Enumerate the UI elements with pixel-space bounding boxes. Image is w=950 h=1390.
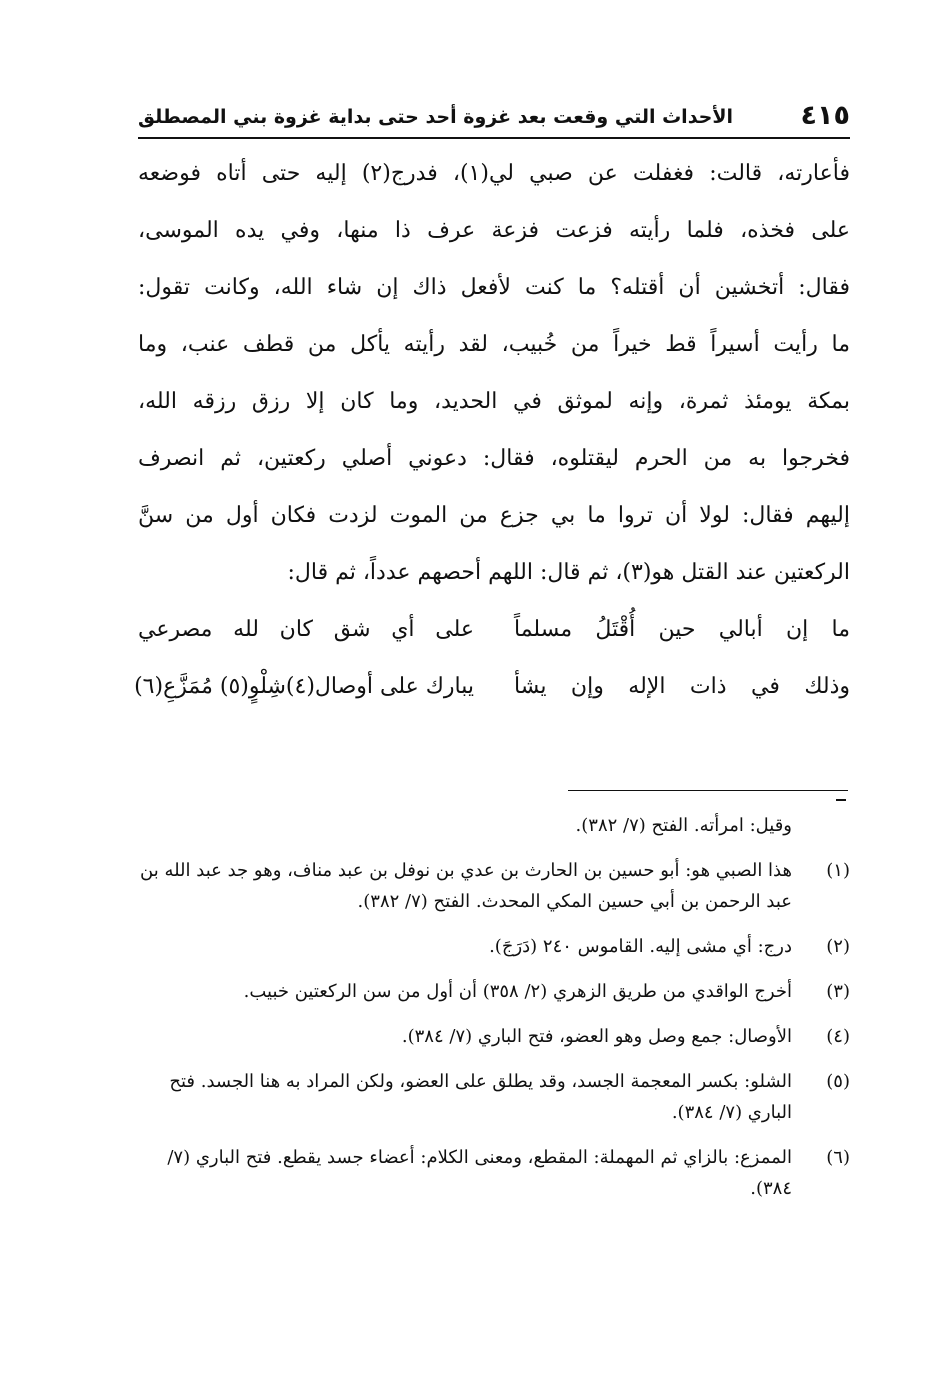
running-header xyxy=(138,100,850,134)
verse-first-hemistich: وذلك في ذات الإله وإن يشأ xyxy=(514,674,850,699)
page-number: ٤١٥ xyxy=(800,100,850,131)
running-header-title: الأحداث التي وقعت بعد غزوة أحد حتى بداية غزوة بني المصطلق xyxy=(138,106,734,128)
footnote-text: الممزع: بالزاي ثم المهملة: المقطع، ومعنى الكلام: أعضاء جسد يقطع. فتح الباري (٧/ ٣٨٤). xyxy=(167,1147,792,1199)
poem-verse xyxy=(134,658,850,715)
footnote-number: (٣) xyxy=(826,981,850,1002)
footnotes xyxy=(138,810,850,1218)
text-line: فخرجوا به من الحرم ليقتلوه، فقال: دعوني أصلي ركعتين، ثم انصرف xyxy=(138,446,850,471)
footnote xyxy=(138,1142,850,1204)
footnote xyxy=(138,976,850,1007)
text-line: فأعارته، قالت: فغفلت عن صبي لي(١)، فدرج(٢) إليه حتى أتاه فوضعه xyxy=(138,161,850,186)
footnote-text: أخرج الواقدي من طريق الزهري (٢/ ٣٥٨) أن أول من سن الركعتين خبيب. xyxy=(243,981,792,1002)
footnote xyxy=(138,1021,850,1052)
footnote-continuation xyxy=(138,810,850,841)
footnote xyxy=(138,1066,850,1128)
main-text xyxy=(134,145,850,715)
text-line: فقال: أتخشين أن أقتله؟ ما كنت لأفعل ذاك إن شاء الله، وكانت تقول: xyxy=(138,275,850,300)
header-rule xyxy=(138,137,850,139)
text-line: بمكة يومئذ ثمرة، وإنه لموثق في الحديد، وما كان إلا رزق رزقه الله، xyxy=(138,389,850,414)
verse-second-hemistich: على أي شق كان لله مصرعي xyxy=(138,617,474,642)
footnote-continuation-mark xyxy=(836,799,846,801)
footnote-text: الأوصال: جمع وصل وهو العضو، فتح الباري (٧/ ٣٨٤). xyxy=(401,1026,792,1047)
footnote-text: وقيل: امرأته. الفتح (٧/ ٣٨٢). xyxy=(575,815,792,836)
footnote-number: (٢) xyxy=(826,936,850,957)
footnote-text: درج: أي مشى إليه. القاموس ٢٤٠ (دَرَجَ). xyxy=(489,936,792,957)
verse-first-hemistich: ما إن أبالي حين أُقْتَلُ مسلماً xyxy=(514,617,850,642)
poem-verse xyxy=(138,601,850,658)
footnote-text: هذا الصبي هو: أبو حسين بن الحارث بن عدي بن نوفل بن عبد مناف، وهو جد عبد الله بن عبد الرحمن بن أبي حسين المكي المحدث. الفتح (٧/ ٣٨٢). xyxy=(140,860,792,912)
footnote-number: (٦) xyxy=(826,1147,850,1168)
text-line: الركعتين عند القتل هو(٣)، ثم قال: اللهم أحصهم عدداً، ثم قال: xyxy=(287,560,850,585)
verse-second-hemistich: يبارك على أوصال(٤)شِلْوٍ(٥) مُمَزَّعِ(٦) xyxy=(134,674,474,699)
footnote xyxy=(138,931,850,962)
footnote-number: (١) xyxy=(826,860,850,881)
text-line: إليهم فقال: لولا أن تروا ما بي جزع من الموت لزدت فكان أول من سنَّ xyxy=(138,503,850,528)
text-line: ما رأيت أسيراً قط خيراً من خُبيب، لقد رأيته يأكل من قطف عنب، وما xyxy=(138,332,850,357)
footnote-text: الشلو: بكسر المعجمة الجسد، وقد يطلق على العضو، ولكن المراد به هنا الجسد. فتح الباري (٧/ ٣٨٤). xyxy=(169,1071,792,1123)
footnote-number: (٤) xyxy=(826,1026,850,1047)
footnote-number: (٥) xyxy=(826,1071,850,1092)
footnote xyxy=(138,855,850,917)
footnote-separator xyxy=(568,790,848,791)
text-line: على فخذه، فلما رأيته فزعت فزعة عرف ذا منها، وفي يده الموسى، xyxy=(138,218,850,243)
